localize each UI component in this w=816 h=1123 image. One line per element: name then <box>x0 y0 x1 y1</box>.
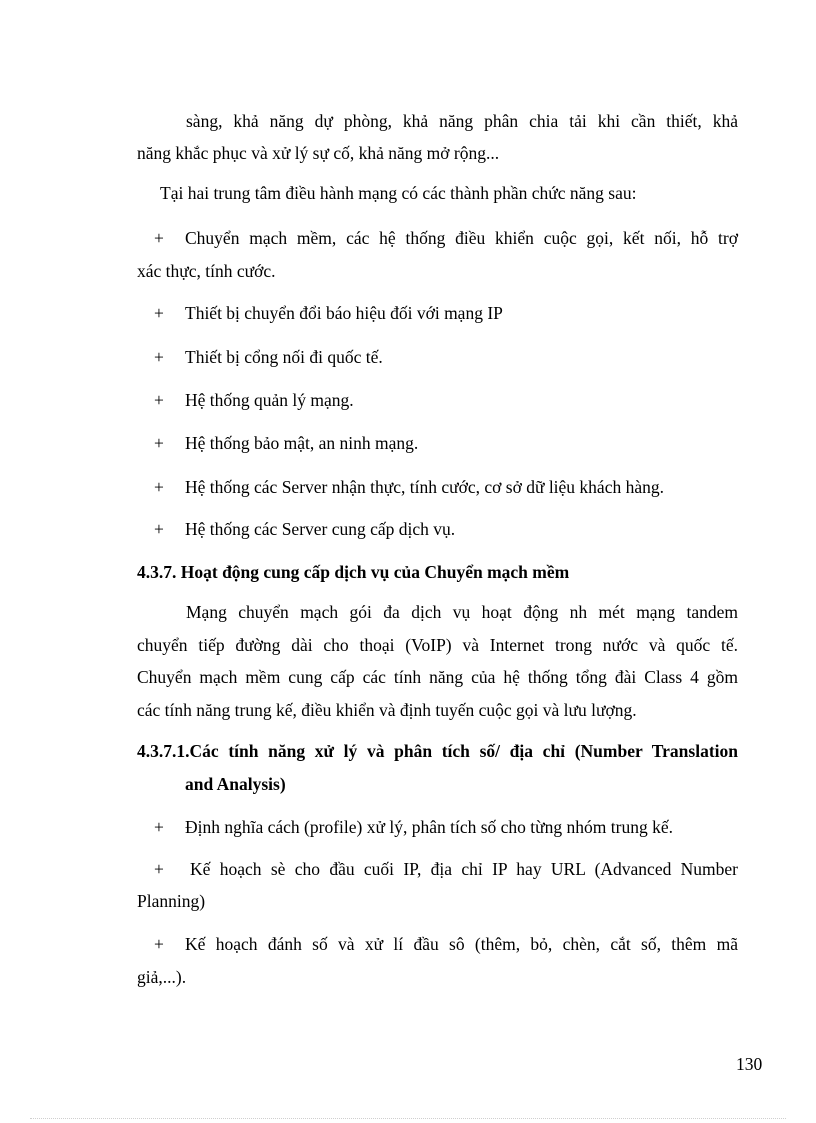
subsection-heading-line2: and Analysis) <box>185 774 286 794</box>
list1-item4: Hệ thống quản lý mạng. <box>185 390 354 410</box>
list1-item1-line1: Chuyển mạch mềm, các hệ thống điều khiển cuộc gọi, kết nối, hỗ trợ <box>185 228 738 248</box>
para2-line1: Mạng chuyển mạch gói đa dịch vụ hoạt động nh mét mạng tandem <box>186 602 738 622</box>
list1-item5: Hệ thống bảo mật, an ninh mạng. <box>185 433 419 453</box>
list2-item1: Định nghĩa cách (profile) xử lý, phân tích số cho từng nhóm trung kế. <box>185 817 673 837</box>
para2-line4: các tính năng trung kế, điều khiển và định tuyến cuộc gọi và lưu lượng. <box>137 700 637 720</box>
list2-item3-line1: Kế hoạch đánh số và xử lí đầu sô (thêm, bỏ, chèn, cắt số, thêm mã <box>185 934 738 954</box>
bullet-marker: + <box>154 433 164 453</box>
list1-item7: Hệ thống các Server cung cấp dịch vụ. <box>185 519 456 539</box>
para1-line2: năng khắc phục và xử lý sự cố, khả năng mở rộng... <box>137 143 500 163</box>
para2-line2: chuyển tiếp đường dài cho thoại (VoIP) và Internet trong nước và quốc tế. <box>137 635 738 655</box>
intro-text: Tại hai trung tâm điều hành mạng có các thành phần chức năng sau: <box>160 183 637 203</box>
subsection-heading-line1: 4.3.7.1.Các tính năng xử lý và phân tích số/ địa chỉ (Number Translation <box>137 741 738 761</box>
bullet-marker: + <box>154 934 164 954</box>
list1-item3: Thiết bị cổng nối đi quốc tế. <box>185 347 383 367</box>
para1-line1: sàng, khả năng dự phòng, khả năng phân chia tải khi cần thiết, khả <box>186 111 738 131</box>
page-number: 130 <box>736 1054 763 1074</box>
section-heading: 4.3.7. Hoạt động cung cấp dịch vụ của Chuyển mạch mềm <box>137 562 570 582</box>
bullet-marker: + <box>154 228 164 248</box>
list2-item3-line2: giả,...). <box>137 967 187 987</box>
bullet-marker: + <box>154 859 164 879</box>
list2-item2-line1: Kế hoạch sè cho đầu cuối IP, địa chỉ IP hay URL (Advanced Number <box>190 859 738 879</box>
bullet-marker: + <box>154 817 164 837</box>
bullet-marker: + <box>154 390 164 410</box>
para2-line3: Chuyển mạch mềm cung cấp các tính năng của hệ thống tổng đài Class 4 gồm <box>137 667 738 687</box>
list1-item1-line2: xác thực, tính cước. <box>137 261 276 281</box>
list1-item2: Thiết bị chuyển đổi báo hiệu đối với mạng IP <box>185 303 503 323</box>
list2-item2-line2: Planning) <box>137 891 206 911</box>
bullet-marker: + <box>154 519 164 539</box>
page-bottom-divider <box>30 1118 786 1119</box>
bullet-marker: + <box>154 303 164 323</box>
bullet-marker: + <box>154 347 164 367</box>
list1-item6: Hệ thống các Server nhận thực, tính cước, cơ sở dữ liệu khách hàng. <box>185 477 664 497</box>
bullet-marker: + <box>154 477 164 497</box>
